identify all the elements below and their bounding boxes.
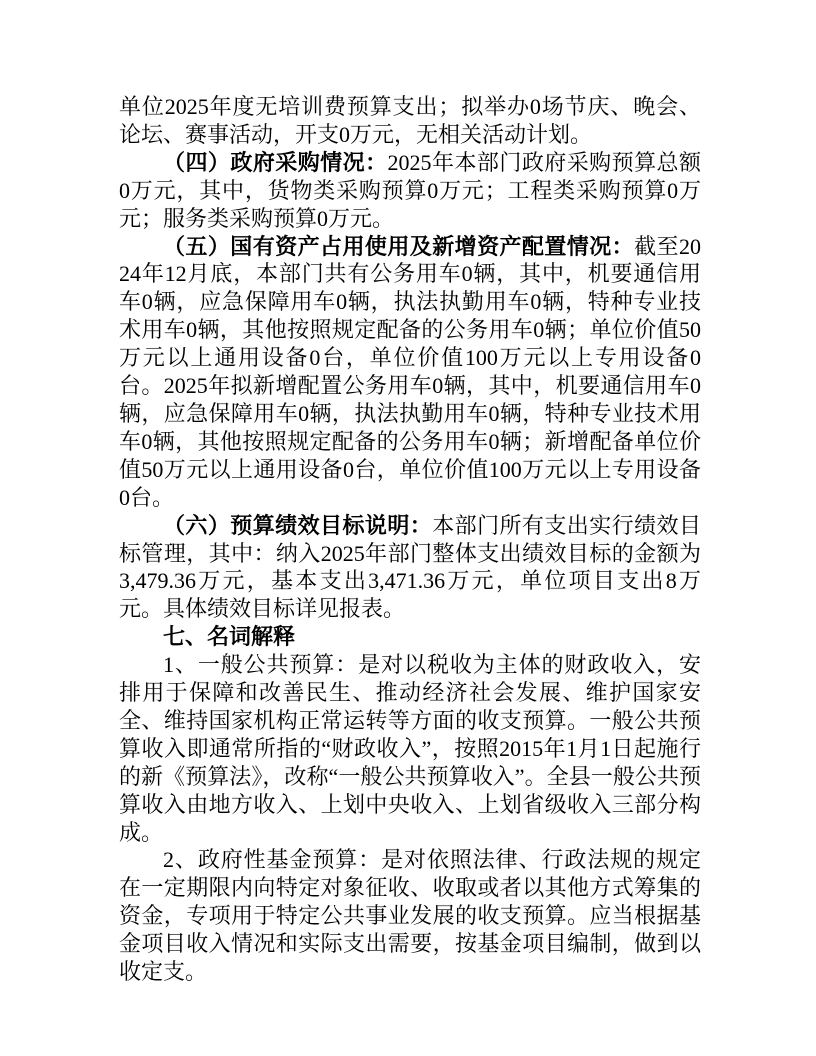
text-run: 单位2025年度无培训费预算支出；拟举办0场节庆、晚会、论坛、赛事活动，开支0万元，无相关活动计划。 bbox=[119, 94, 701, 147]
text-run: 2、政府性基金预算：是对依照法律、行政法规的规定在一定期限内向特定对象征收、收取或者以其他方式筹集的资金，专项用于特定公共事业发展的收支预算。应当根据基金项目收入情况和实际支出需要，按基金项目编制，做到以收定支。 bbox=[119, 847, 701, 985]
text-run: 1、一般公共预算：是对以税收为主体的财政收入，安排用于保障和改善民生、推动经济社会发展、维护国家安全、维持国家机构正常运转等方面的收支预算。一般公共预算收入即通常所指的“财政收入”，按照2015年1月1日起施行的新《预算法》，改称“一般公共预算收入”。全县一般公共预算收入由地方收入、上划中央收入、上划省级收入三部分构成。 bbox=[119, 652, 701, 845]
paragraph-section-5-state-assets bbox=[119, 233, 701, 512]
heading-terminology bbox=[119, 623, 701, 651]
paragraph-section-4-government-procurement bbox=[119, 149, 701, 233]
text-run: 2025年本部门政府采购预算总额0万元，其中，货物类采购预算0万元；工程类采购预算0万元；服务类采购预算0万元。 bbox=[119, 149, 701, 231]
paragraph-section-6-performance-targets bbox=[119, 512, 701, 624]
section-6-title: （六）预算绩效目标说明： bbox=[163, 512, 433, 538]
section-5-title: （五）国有资产占用使用及新增资产配置情况： bbox=[163, 233, 635, 259]
section-4-title: （四）政府采购情况： bbox=[163, 149, 388, 175]
paragraph-training-festival-expense bbox=[119, 93, 701, 149]
text-run: 截至2024年12月底，本部门共有公务用车0辆，其中，机要通信用车0辆，应急保障用车0辆，执法执勤用车0辆，特种专业技术用车0辆，其他按照规定配备的公务用车0辆；单位价值50万元以上通用设备0台，单位价值100万元以上专用设备0台。2025年拟新增配置公务用车0辆，其中，机要通信用车0辆，应急保障用车0辆，执法执勤用车0辆，特种专业技术用车0辆，其他按照规定配备的公务用车0辆；新增配备单位价值50万元以上通用设备0台，单位价值100万元以上专用设备0台。 bbox=[119, 233, 701, 510]
paragraph-term-general-public-budget bbox=[119, 651, 701, 846]
heading-terminology-label: 七、名词解释 bbox=[163, 624, 296, 650]
document-content bbox=[119, 93, 701, 986]
paragraph-term-government-fund-budget bbox=[119, 846, 701, 986]
text-run: 本部门所有支出实行绩效目标管理，其中：纳入2025年部门整体支出绩效目标的金额为3,479.36万元，基本支出3,471.36万元，单位项目支出8万元。具体绩效目标详见报表。 bbox=[119, 512, 701, 622]
